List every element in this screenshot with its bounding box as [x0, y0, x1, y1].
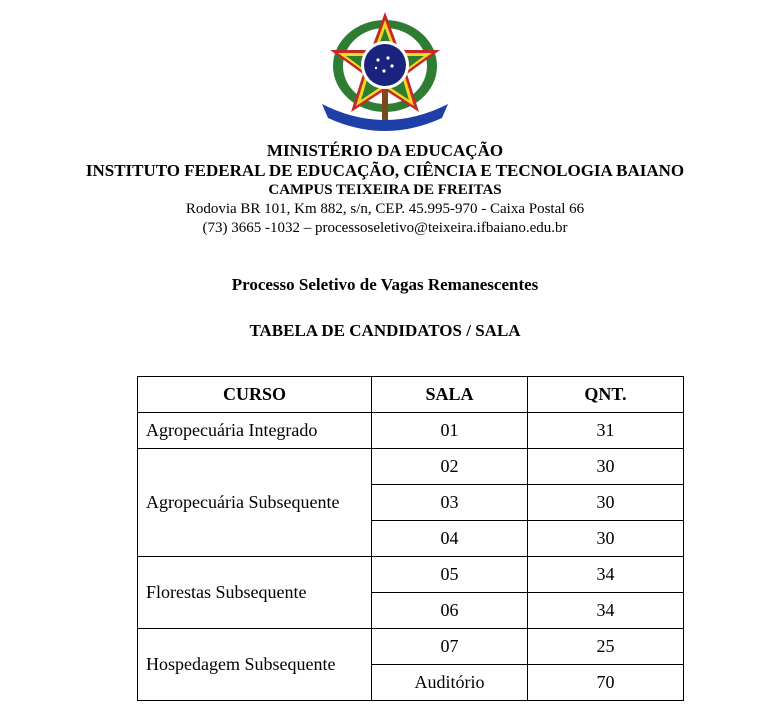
header-qnt: QNT. [528, 377, 684, 413]
count-cell: 25 [528, 629, 684, 665]
table-row [138, 557, 684, 593]
address: Rodovia BR 101, Km 882, s/n, CEP. 45.995-970 - Caixa Postal 66 [185, 201, 585, 217]
count-cell: 70 [528, 665, 684, 701]
course-cell: Agropecuária Subsequente [138, 449, 372, 557]
course-cell: Florestas Subsequente [138, 557, 372, 629]
count-cell: 30 [528, 521, 684, 557]
table-header-row [138, 377, 684, 413]
contact: (73) 3665 -1032 – processoseletivo@teixeira.ifbaiano.edu.br [202, 220, 568, 236]
table-row [138, 449, 684, 485]
count-cell: 30 [528, 449, 684, 485]
brazil-coat-of-arms-icon [318, 8, 452, 132]
room-cell: Auditório [372, 665, 528, 701]
course-cell: Agropecuária Integrado [138, 413, 372, 449]
table-row [138, 413, 684, 449]
room-cell: 03 [372, 485, 528, 521]
room-cell: 02 [372, 449, 528, 485]
room-cell: 07 [372, 629, 528, 665]
count-cell: 31 [528, 413, 684, 449]
ministry-name: MINISTÉRIO DA EDUCAÇÃO [266, 141, 504, 160]
header-curso: CURSO [138, 377, 372, 413]
course-cell: Hospedagem Subsequente [138, 629, 372, 701]
candidates-room-table [137, 376, 684, 701]
count-cell: 34 [528, 593, 684, 629]
institute-name: INSTITUTO FEDERAL DE EDUCAÇÃO, CIÊNCIA E TECNOLOGIA BAIANO [85, 161, 685, 180]
document-subtitle: TABELA DE CANDIDATOS / SALA [249, 321, 521, 340]
document-title: Processo Seletivo de Vagas Remanescentes [231, 275, 539, 294]
room-cell: 01 [372, 413, 528, 449]
room-cell: 04 [372, 521, 528, 557]
table-row [138, 629, 684, 665]
room-cell: 05 [372, 557, 528, 593]
campus-name: CAMPUS TEIXEIRA DE FREITAS [268, 182, 502, 198]
count-cell: 30 [528, 485, 684, 521]
room-cell: 06 [372, 593, 528, 629]
header-sala: SALA [372, 377, 528, 413]
count-cell: 34 [528, 557, 684, 593]
